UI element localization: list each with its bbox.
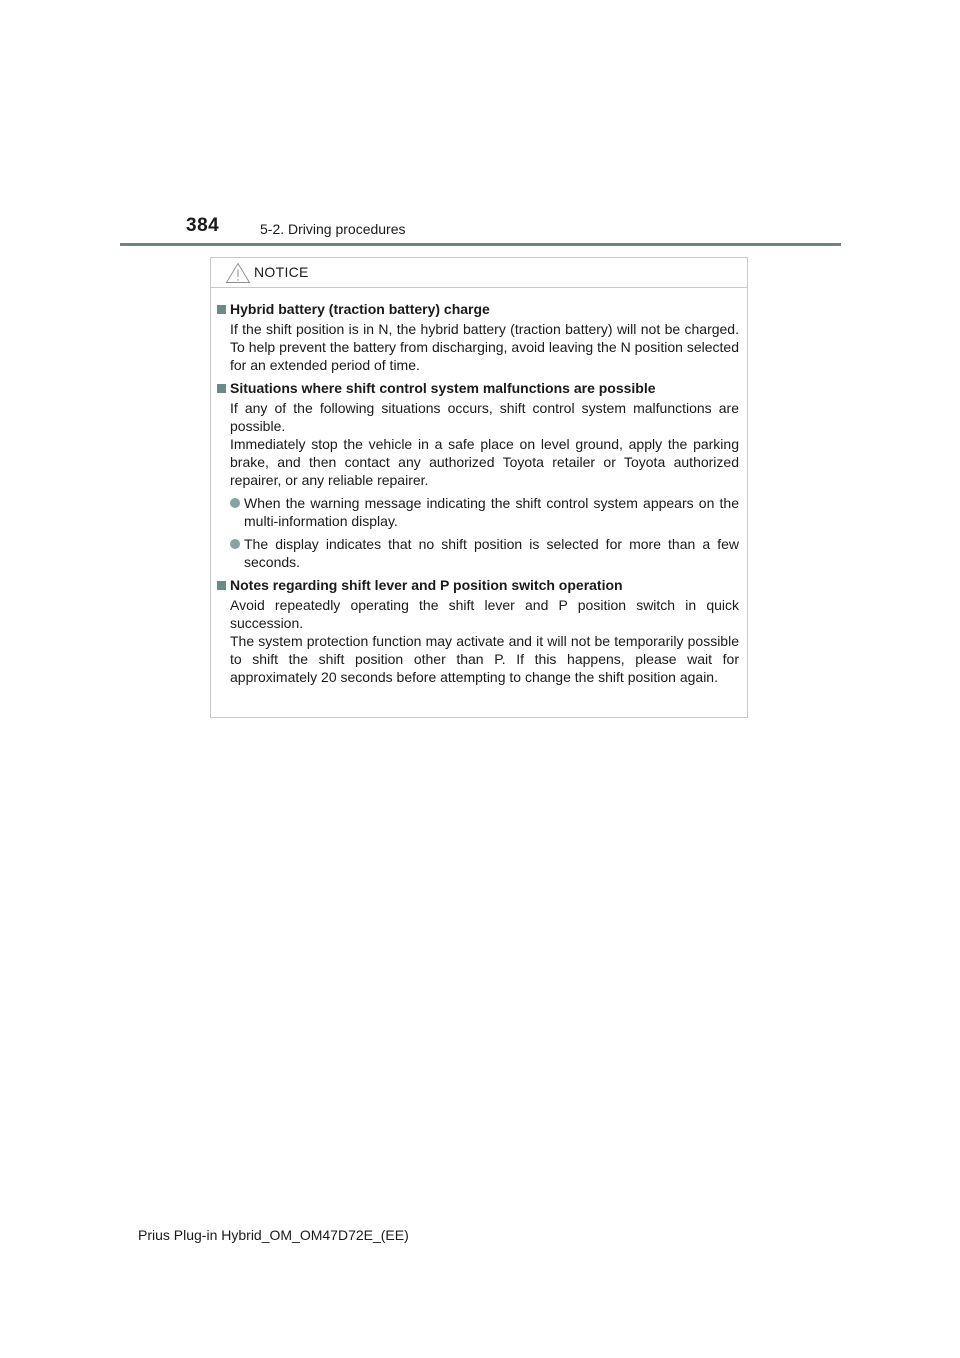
circle-bullet-icon bbox=[230, 539, 240, 549]
warning-triangle-icon bbox=[225, 262, 251, 284]
square-bullet-icon bbox=[217, 581, 226, 590]
list-item-text: The display indicates that no shift position is selected for more than a few seconds. bbox=[244, 536, 739, 570]
item-heading bbox=[217, 379, 739, 397]
page-number: 384 bbox=[186, 215, 220, 236]
item-heading-text: Hybrid battery (traction battery) charge bbox=[230, 301, 490, 317]
item-heading-text: Notes regarding shift lever and P position switch operation bbox=[230, 577, 623, 593]
list-item bbox=[230, 535, 739, 571]
footer-document-id: Prius Plug-in Hybrid_OM_OM47D72E_(EE) bbox=[138, 1227, 409, 1243]
notice-item-battery-charge bbox=[217, 300, 739, 374]
item-heading bbox=[217, 576, 739, 594]
notice-box bbox=[210, 257, 748, 718]
notice-header bbox=[211, 258, 747, 288]
item-paragraph: If any of the following situations occurs, shift control system malfunctions are possible. bbox=[230, 400, 739, 434]
square-bullet-icon bbox=[217, 384, 226, 393]
notice-item-shift-malfunction bbox=[217, 379, 739, 571]
header-rule bbox=[120, 243, 841, 246]
list-item bbox=[230, 494, 739, 530]
item-heading bbox=[217, 300, 739, 318]
item-heading-text: Situations where shift control system malfunctions are possible bbox=[230, 380, 656, 396]
item-paragraph: Avoid repeatedly operating the shift lever and P position switch in quick succession. bbox=[230, 597, 739, 631]
notice-item-shift-lever-notes bbox=[217, 576, 739, 686]
page-header bbox=[0, 0, 960, 250]
notice-title: NOTICE bbox=[254, 264, 309, 280]
notice-body bbox=[211, 288, 747, 686]
bullet-list bbox=[217, 494, 739, 571]
list-item-text: When the warning message indicating the shift control system appears on the multi-information display. bbox=[244, 495, 739, 529]
square-bullet-icon bbox=[217, 305, 226, 314]
item-paragraph: If the shift position is in N, the hybrid battery (traction battery) will not be charged. To help prevent the battery from discharging, avoid leaving the N position selected for an extended period of time. bbox=[230, 321, 739, 373]
item-paragraph: The system protection function may activate and it will not be temporarily possible to shift the shift position other than P. If this happens, please wait for approximately 20 seconds before attempting to change the shift position again. bbox=[230, 633, 739, 685]
circle-bullet-icon bbox=[230, 498, 240, 508]
item-paragraph: Immediately stop the vehicle in a safe place on level ground, apply the parking brake, and then contact any authorized Toyota retailer or Toyota authorized repairer, or any reliable repairer. bbox=[230, 436, 739, 488]
section-title: 5-2. Driving procedures bbox=[260, 221, 406, 237]
